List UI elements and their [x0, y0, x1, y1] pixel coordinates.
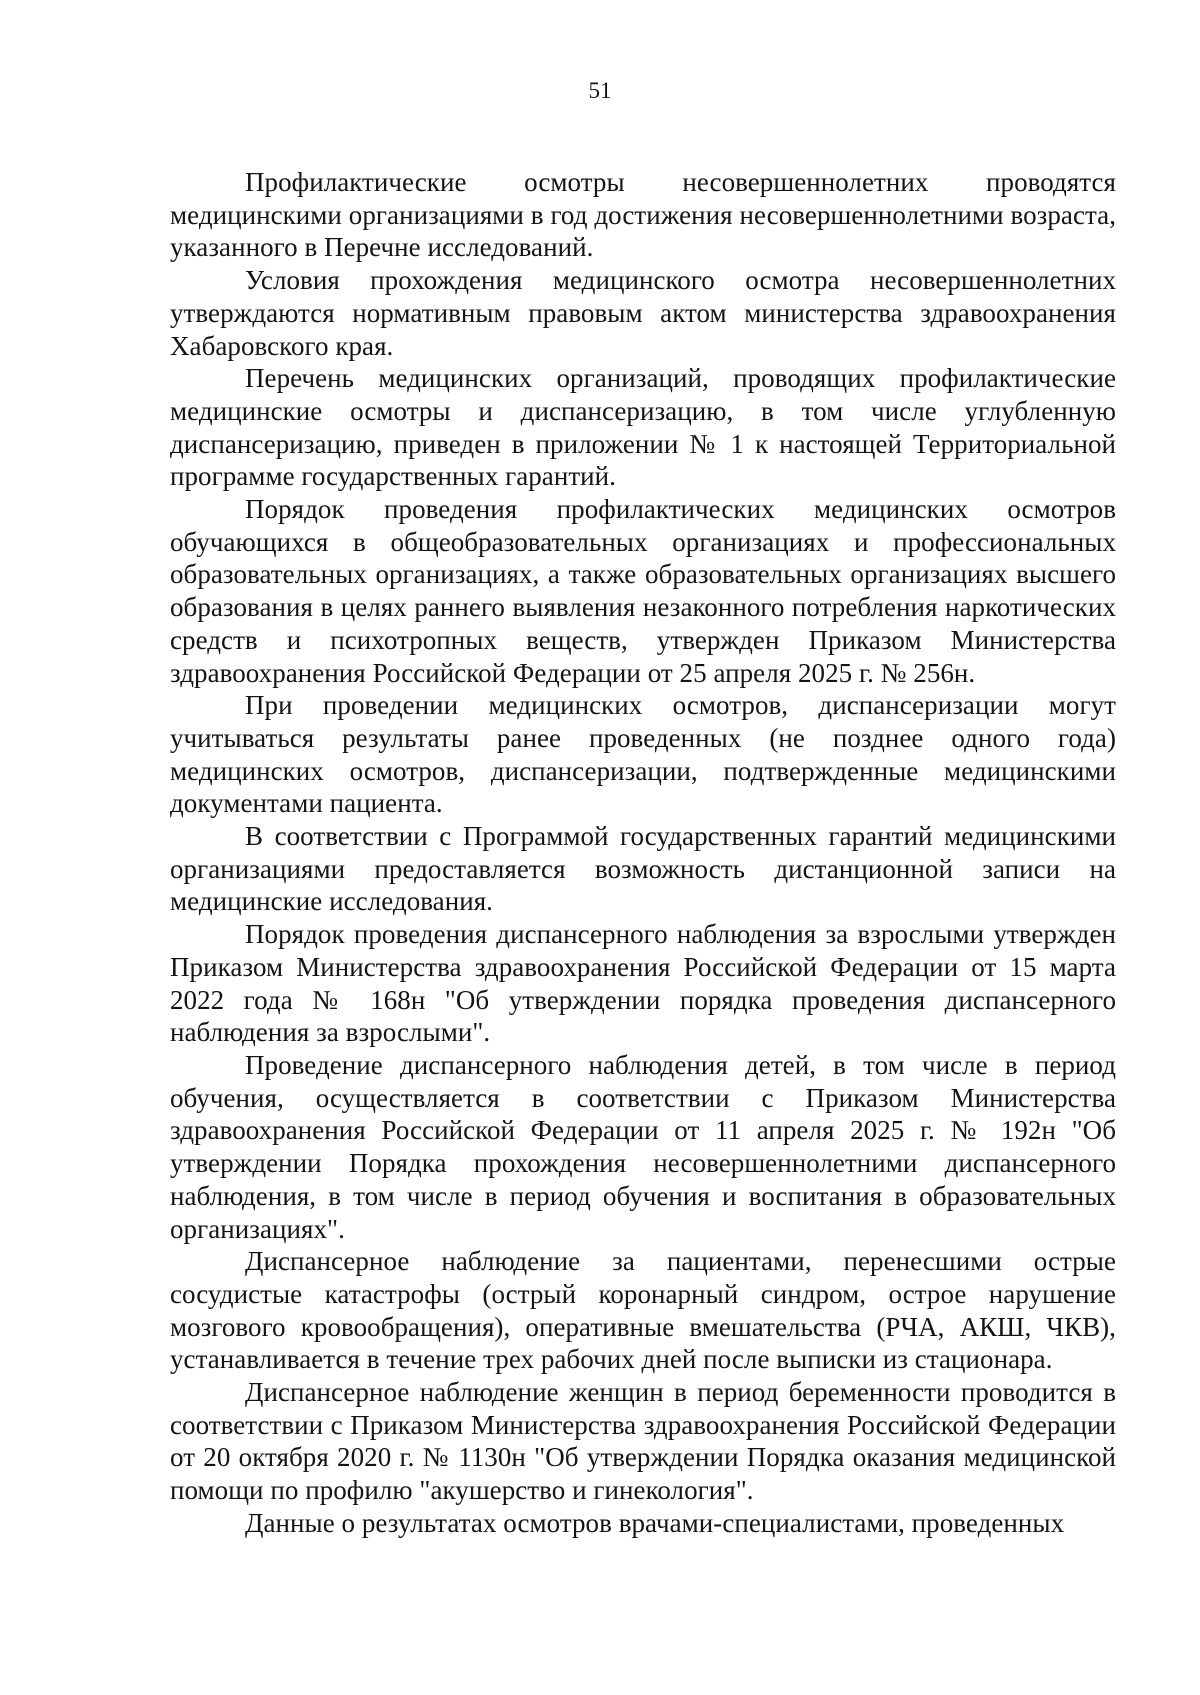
paragraph-children-dispensary: Проведение диспансерного наблюдения детей, в том числе в период обучения, осуществляется в соответствии с Приказом Министерства здравоохранения Российской Федерации от 11 апреля 2025 г. № 192н "Об утверждении Порядка прохождения несовершеннолетними диспансерного наблюдения, в том числе в период обучения и воспитания в образовательных организациях". — [170, 1049, 1116, 1244]
paragraph-adult-dispensary-order: Порядок проведения диспансерного наблюдения за взрослыми утвержден Приказом Министерства здравоохранения Российской Федерации от 15 марта 2022 года № 168н "Об утверждении порядка проведения диспансерного наблюдения за взрослыми". — [170, 919, 1116, 1048]
paragraph-vascular-catastrophes: Диспансерное наблюдение за пациентами, перенесшими острые сосудистые катастрофы (острый коронарный синдром, острое нарушение мозгового кровообращения), оперативные вмешательства (РЧА, АКШ, ЧКВ), устанавливается в течение трех рабочих дней после выписки из стационара. — [170, 1246, 1116, 1375]
paragraph-previous-results: При проведении медицинских осмотров, диспансеризации могут учитываться результаты ранее проведенных (не позднее одного года) медицинских осмотров, диспансеризации, подтвержденные медицинскими документами пациента. — [170, 690, 1116, 819]
paragraph-student-exams-order: Порядок проведения профилактических медицинских осмотров обучающихся в общеобразовательных организациях и профессиональных образовательных организациях, а также образовательных организациях высшего образования в целях раннего выявления незаконного потребления наркотических средств и психотропных веществ, утвержден Приказом Министерства здравоохранения Российской Федерации от 25 апреля 2025 г. № 256н. — [170, 494, 1116, 688]
document-body — [170, 166, 1116, 1540]
paragraph-pregnancy-dispensary: Диспансерное наблюдение женщин в период беременности проводится в соответствии с Приказом Министерства здравоохранения Российской Федерации от 20 октября 2020 г. № 1130н "Об утверждении Порядка оказания медицинской помощи по профилю "акушерство и гинекология". — [170, 1377, 1116, 1506]
paragraph-organizations-list: Перечень медицинских организаций, проводящих профилактические медицинские осмотры и диспансеризацию, в том числе углубленную диспансеризацию, приведен в приложении № 1 к настоящей Территориальной программе государственных гарантий. — [170, 363, 1116, 492]
paragraph-preventive-exams: Профилактические осмотры несовершеннолетних проводятся медицинскими организациями в год достижения несовершеннолетними возраста, указанного в Перечне исследований. — [170, 167, 1116, 263]
paragraph-exam-conditions: Условия прохождения медицинского осмотра несовершеннолетних утверждаются нормативным правовым актом министерства здравоохранения Хабаровского края. — [170, 265, 1116, 361]
page-number: 51 — [588, 78, 612, 103]
paragraph-specialist-results: Данные о результатах осмотров врачами-специалистами, проведенных — [245, 1507, 1065, 1538]
paragraph-remote-appointment: В соответствии с Программой государственных гарантий медицинскими организациями предоставляется возможность дистанционной записи на медицинские исследования. — [170, 821, 1116, 917]
